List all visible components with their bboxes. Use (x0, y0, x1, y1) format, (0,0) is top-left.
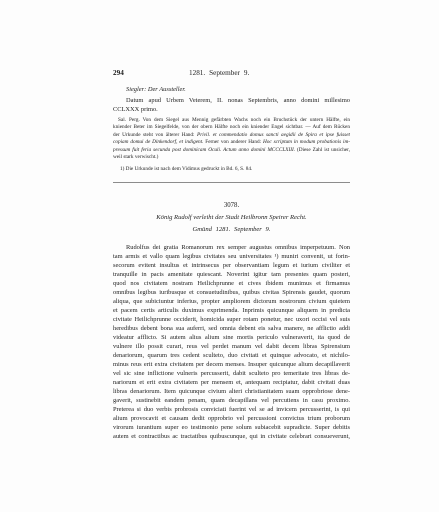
note-line (113, 132, 350, 140)
note-text: (Diese Zahl ist unsicher, (295, 146, 350, 153)
note-quote: Hoc scriptum in modum probationis im- (262, 139, 350, 146)
body-line: alium provocavit et causam dedit opprobrio vel percussioni convictus trium proborum (113, 415, 350, 422)
note-text: Ferner von anderer Hand: (203, 139, 263, 146)
note-quote: copiam domui de Dinkendorf, et indigent. (113, 139, 204, 146)
note-text: Sal. Perg. Von dem Siegel aus Mennig gefärbten Wachs noch ein Bruchstück der untern Hälfte, ein (118, 116, 350, 123)
body-line: virorum iurantium super eo testimonio pene solum subiacebit supradicte. Super debitis (113, 424, 350, 431)
sealer-line: Siegler: Der Aussteller. (126, 85, 186, 93)
body-line: Rudolfus dei gratia Romanorum rex semper augustus omnibus imperpetuum. Non (126, 244, 350, 251)
body-line: nariorum et erit extra civitatem per mensem et, antequam recipiatur, dabit civitati duas (113, 379, 350, 386)
note-text: kniender Beter im Siegelfelde, von der obern Hälfte noch ein kniender Engel sichtbar. — Auf dem Rücken (113, 124, 350, 131)
running-head: 1281. September 9. (189, 69, 250, 77)
body-line: tranquille in pacis amenitate quiescant. Noverint igitur tam presentes quam posteri, (113, 271, 350, 278)
body-line: omnibus legibus iuribusque et consuetudinibus, quibus civitas Spirensis gaudet, quorum (113, 289, 350, 296)
body-line: aliqua, que subiciuntur inferius, propter ampliorem dictorum nostrorum civium quietem (113, 298, 350, 305)
body-line: libras denariorum. Item quicunque civium alteri christianitatem suam opprobriose dene- (113, 388, 350, 395)
body-line: vel sic sine inflictione vulneris percusserit, dabit sculteto pro temeritate tres libras de- (113, 370, 350, 377)
body-line: autem et contractibus ac tractatibus quibuscunque, qui in civitate celebrari consueverunt, (113, 433, 350, 440)
body-line: minus reus erit extra civitatem per decem menses. Insuper quicunque alium decapillaverit (113, 361, 350, 368)
document-text (113, 243, 350, 441)
body-line: quod nos civitatem nostram Heilichprunne et cives ibidem munimus et firmamus (113, 280, 350, 287)
note-line (113, 147, 350, 155)
body-line: tam armis et vallo quam legibus civitates seu universitates ¹) muniri convenit, ut forin- (113, 253, 350, 260)
body-line: denariorum, quarum tres cedent sculteto, duo civitati et quinque advocato, et nichilo- (113, 352, 350, 359)
body-line: secorum evitent insultus et intrinsecus per observantiam legum et iurium civiliter et (113, 262, 350, 269)
footnote: 1) Die Urkunde ist nach dem Vidimus gedruckt in Bd. 6, S. 84. (120, 166, 253, 173)
document-title: König Rudolf verleiht der Stadt Heilbronn Speirer Recht. (156, 213, 307, 221)
body-line: et pacem certis articulis duximus exprimenda. Inprimis quicunque aliquem in predicta (113, 307, 350, 314)
note-quote: pressum fuit feria secunda post dominicam Oculi. Actum anno domini MCCCLXIII. (113, 146, 296, 153)
note-line (113, 139, 350, 147)
page-number: 294 (113, 69, 124, 77)
body-line: Preterea si duo verbis probrosis conviciati fuerint vel se ad invicem percusserint, is qui (113, 406, 350, 413)
dating-line: CCLXXX primo. (113, 105, 158, 113)
note-line (113, 124, 350, 132)
separator-rule (113, 182, 350, 183)
body-line: vulnere illo possit curari, reus vel perdet manum vel dabit decem libras Spirensium (113, 343, 350, 350)
note-line (113, 154, 350, 162)
document-number: 3078. (223, 201, 240, 209)
note-quote: Privil. et commendatio domus sancti aegidii de Spira et ipse fuisset (197, 131, 350, 138)
document-place-date: Gmünd 1281. September 9. (192, 225, 271, 233)
archival-notes (113, 117, 350, 162)
body-line: civitate Heilichprunne occiderit, homicida super rotam ponetur, nec uxori occisi vel suis (113, 316, 350, 323)
body-line: heredibus debent bona sua auferri, sed omnia debent eis salva manere, ne afflictio addi (113, 325, 350, 332)
note-line (113, 117, 350, 125)
note-text: weil stark verwischt.) (113, 154, 159, 161)
dating-line: Datum apud Urbem Veterem, II. nonas Septembris, anno domini millesimo (126, 96, 350, 104)
body-line: videatur afflicto. Si autem alius alium sine mortis periculo vulneraverit, ita quod de (113, 334, 350, 341)
note-text: der Urkunde steht von älterer Hand: (113, 131, 197, 138)
body-line: gaverit, sustinebit eandem penam, quam decapillans vel percutiens in casu proximo. (113, 397, 350, 404)
